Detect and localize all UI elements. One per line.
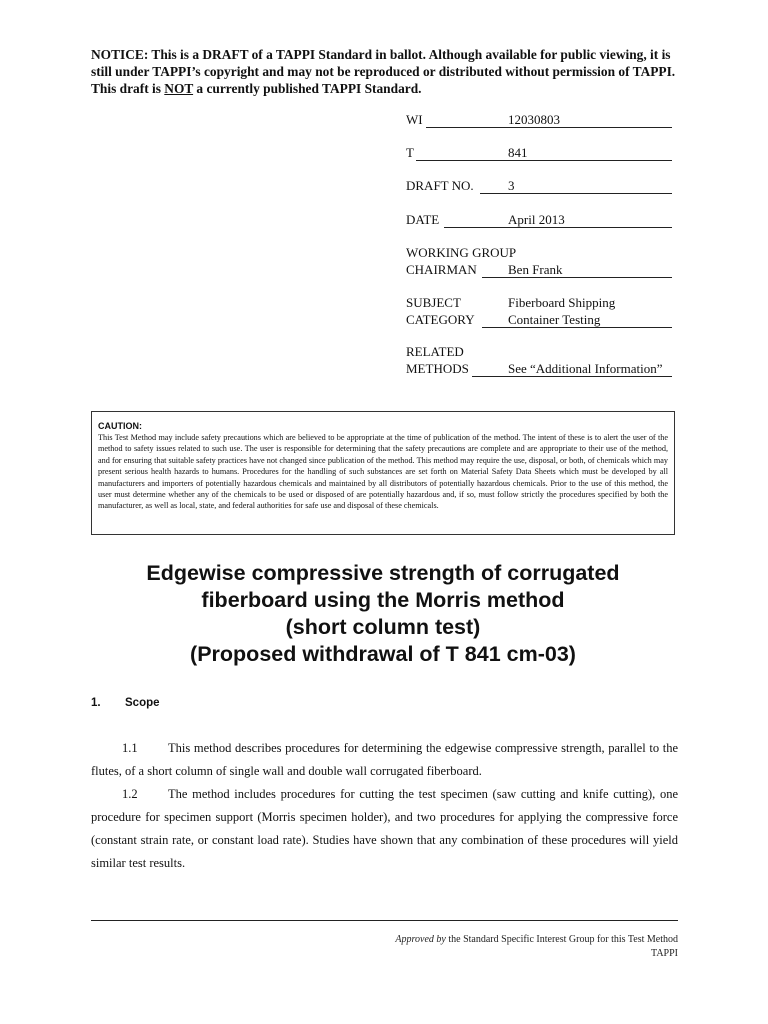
footer-org: TAPPI: [651, 948, 678, 959]
wg-label-line2: CHAIRMAN: [406, 262, 477, 277]
title-line-4: (Proposed withdrawal of T 841 cm-03): [190, 642, 576, 666]
draft-notice: [91, 46, 691, 97]
caution-body: This Test Method may include safety precautions which are believed to be appropriate at the time of publication of the method. The intent of these is to alert the user of the method to safety issues related to such use. The user is responsible for determining that the safety precautions are complete and are appropriate to their use of the method, and for ensuring that suitable safety practices have not changed since publication of the method. This method may require the use, disposal, or both, of chemicals which may present serious health hazards to humans. Procedures for the handling of such substances are set forth on Material Safety Data Sheets which must be developed by all manufacturers and importers of potentially hazardous chemicals and maintained by all distributors of potentially hazardous chemicals. Prior to the use of this method, the user must determine whether any of the chemicals to be used or disposed of are potentially hazardous and, if so, must follow strictly the procedures specified by both the manufacturer, as well as local, state, and federal authorities for safe use and disposal of these chemicals.: [98, 433, 668, 511]
draft-value: 3: [508, 178, 515, 193]
paragraph-number: 1.1: [122, 741, 138, 755]
wg-value: Ben Frank: [508, 262, 563, 277]
wi-label: WI: [406, 112, 423, 127]
footer: [395, 933, 678, 961]
paragraph-1-2: [91, 783, 678, 875]
draft-label: DRAFT NO.: [406, 178, 474, 193]
paragraph-text: The method includes procedures for cutting the test specimen (saw cutting and knife cutting), one procedure for specimen support (Morris specimen holder), and two procedures for applying the compressive force (constant strain rate, or constant load rate). Studies have shown that any combination of these procedures will yield similar test results.: [91, 787, 678, 870]
notice-text-after: a currently published TAPPI Standard.: [193, 81, 422, 96]
wg-label-line1: WORKING GROUP: [406, 245, 517, 260]
t-label: T: [406, 145, 414, 160]
t-value: 841: [508, 145, 528, 160]
subject-label-line1: SUBJECT: [406, 295, 461, 310]
footer-approved-rest: the Standard Specific Interest Group for this Test Method: [445, 934, 678, 945]
title-line-1: Edgewise compressive strength of corrugated: [146, 561, 620, 585]
notice-text-before: NOTICE: This is a DRAFT of a TAPPI Standard in ballot. Although available for public viewing, it is still under TAPPI’s copyright and may not be reproduced or distributed without permission of TAPPI. This draft is: [91, 47, 676, 96]
paragraph-1-1: [91, 737, 678, 783]
title-line-3: (short column test): [285, 615, 481, 639]
section-title: Scope: [125, 697, 160, 709]
footer-approved-by: Approved by: [395, 934, 446, 945]
related-value: See “Additional Information”: [508, 361, 663, 376]
title-line-2: fiberboard using the Morris method: [201, 588, 565, 612]
paragraph-number: 1.2: [122, 787, 138, 801]
subject-value-line2: Container Testing: [508, 312, 601, 327]
related-label-line2: METHODS: [406, 361, 469, 376]
footer-approval: [395, 933, 678, 947]
wi-value: 12030803: [508, 112, 560, 127]
caution-box: [91, 411, 675, 535]
caution-heading: CAUTION:: [98, 421, 142, 431]
t-underline: [416, 160, 672, 161]
notice-emphasis: NOT: [164, 81, 194, 96]
section-number: 1.: [91, 697, 101, 709]
subject-label-line2: CATEGORY: [406, 312, 475, 327]
footer-rule: [91, 920, 678, 921]
paragraph-text: This method describes procedures for determining the edgewise compressive strength, parallel to the flutes, of a short column of single wall and double wall corrugated fiberboard.: [91, 741, 678, 778]
date-value: April 2013: [508, 212, 565, 227]
subject-value-line1: Fiberboard Shipping: [508, 295, 616, 310]
related-label-line1: RELATED: [406, 344, 464, 359]
document-title: [91, 560, 675, 668]
date-label: DATE: [406, 212, 440, 227]
